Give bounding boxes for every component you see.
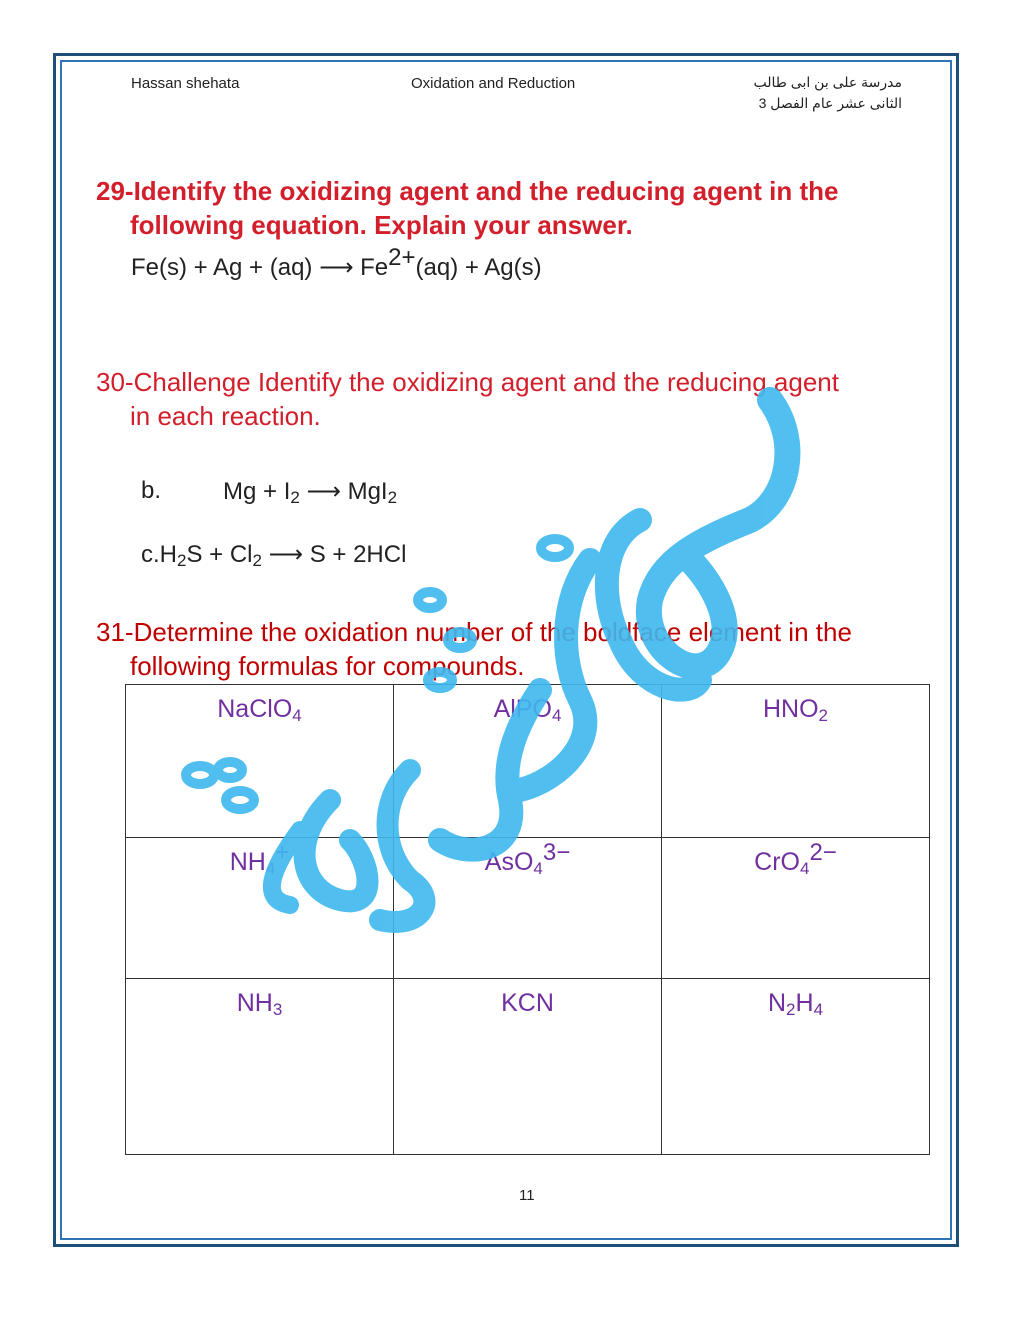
formula-sub: 2	[818, 706, 829, 725]
formula-cell	[126, 838, 394, 978]
formula-sub: 4	[265, 859, 276, 879]
header-school-line1: مدرسة على بن ابى طالب	[753, 74, 902, 90]
formula-sub: 4	[813, 999, 824, 1019]
formula-aso4: AsO	[484, 848, 534, 877]
reaction-c-part3: ⟶ S + 2HCl	[261, 541, 407, 568]
formula-naclo4: NaClO	[217, 695, 293, 723]
formula-n2h4-h: H	[795, 988, 814, 1017]
formula-sub: 4	[551, 706, 562, 725]
question-29-line2: following equation. Explain your answer.	[130, 210, 633, 240]
eq29-lhs: Fe(s) + Ag + (aq) ⟶ Fe	[131, 254, 389, 281]
reaction-b-equation	[223, 477, 397, 506]
header-subject: Oxidation and Reduction	[411, 75, 576, 92]
page-number: 11	[519, 1187, 535, 1204]
question-29-equation	[131, 244, 542, 282]
formula-cell	[394, 978, 662, 1154]
formula-cell	[126, 685, 394, 838]
formula-nh4: NH	[229, 848, 266, 877]
reaction-c-sub1: 2	[177, 551, 187, 570]
formula-sub: 4	[533, 859, 543, 879]
formula-alpo4: AlPO	[493, 695, 552, 723]
eq29-charge: 2+	[388, 244, 416, 271]
formula-sub: 3	[272, 999, 283, 1019]
question-31-line1: 31-Determine the oxidation number of the boldface element in the	[96, 617, 852, 647]
reaction-b-part2: ⟶ MgI	[299, 478, 388, 505]
question-29-line1: 29-Identify the oxidizing agent and the reducing agent in the	[96, 176, 839, 206]
reaction-c-part1: c.H	[141, 541, 177, 568]
table-row	[126, 838, 930, 978]
reaction-c-sub2: 2	[252, 551, 262, 570]
table-row	[126, 978, 930, 1154]
reaction-b-part1: Mg + I	[223, 478, 291, 505]
formula-cell	[394, 838, 662, 978]
formula-charge: 2−	[809, 839, 837, 867]
formula-kcn: KCN	[501, 988, 554, 1017]
reaction-b-sub1: 2	[290, 488, 300, 507]
header-author: Hassan shehata	[131, 75, 240, 92]
question-31-title	[96, 615, 936, 683]
table-row	[126, 685, 930, 838]
question-30-title	[96, 365, 936, 433]
formula-sub: 4	[799, 859, 810, 879]
question-30-line2: in each reaction.	[130, 401, 321, 431]
reaction-c-equation	[141, 540, 406, 569]
eq29-rhs: (aq) + Ag(s)	[415, 254, 542, 281]
question-30-line1: 30-Challenge Identify the oxidizing agent and the reducing agent	[96, 367, 839, 397]
question-29-title	[96, 174, 936, 242]
formula-cell	[662, 685, 930, 838]
formulas-table	[125, 684, 930, 1155]
formula-sub: 2	[786, 999, 796, 1019]
formula-charge: +	[275, 839, 290, 867]
formula-cell	[126, 978, 394, 1154]
formula-nh3: NH	[236, 988, 273, 1017]
formula-sub: 4	[292, 706, 302, 725]
reaction-c-part2: S + Cl	[186, 541, 253, 568]
header-school-line2: الثانى عشر عام الفصل 3	[758, 95, 902, 111]
formula-hno2: HNO	[762, 695, 819, 723]
formula-charge: 3−	[542, 839, 571, 867]
formula-cell	[662, 978, 930, 1154]
formula-cell	[394, 685, 662, 838]
formula-cro4: CrO	[754, 848, 800, 877]
question-31-line2: following formulas for compounds.	[130, 651, 525, 681]
reaction-b-sub2: 2	[387, 488, 398, 507]
formula-n2h4-n: N	[767, 988, 787, 1017]
formula-cell	[662, 838, 930, 978]
header-school	[754, 72, 903, 114]
reaction-b-label: b.	[141, 477, 162, 504]
